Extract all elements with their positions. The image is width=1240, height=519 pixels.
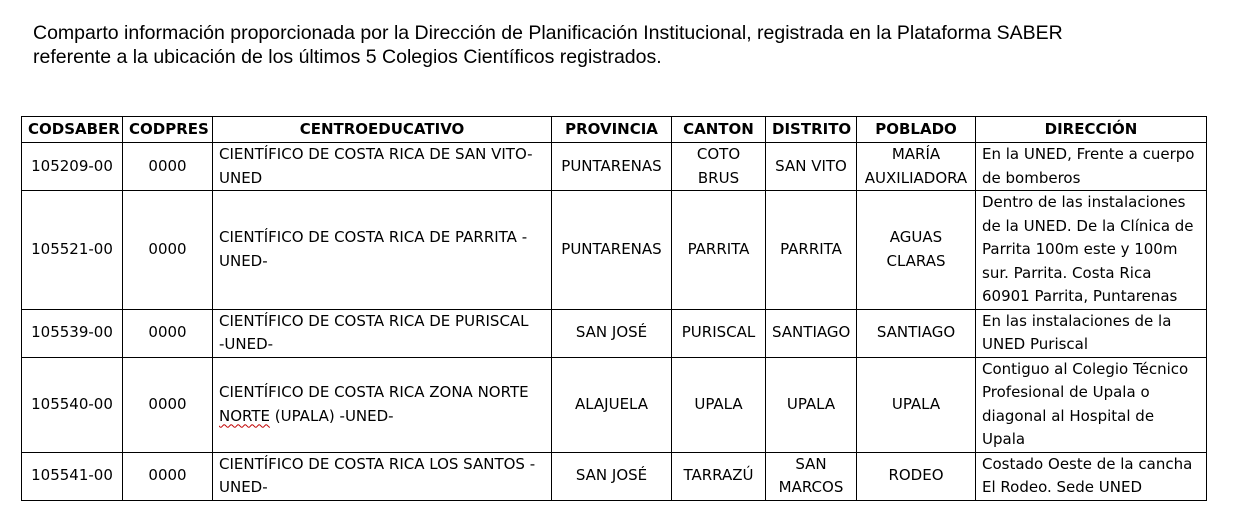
centro-line: UNED: [219, 168, 263, 187]
centro-line: CIENTÍFICO DE COSTA RICA LOS SANTOS -: [219, 454, 536, 473]
header-centroeducativo: CENTROEDUCATIVO: [213, 117, 552, 143]
cell-provincia: SAN JOSÉ: [552, 452, 672, 500]
poblado-line: AGUAS: [889, 228, 943, 247]
table-row: [22, 191, 1207, 310]
direccion-line: En la UNED, Frente a cuerpo: [982, 145, 1195, 163]
cell-codsaber: 105540-00: [22, 357, 123, 452]
distrito-line: MARCOS: [778, 478, 844, 496]
cell-direccion: [976, 191, 1207, 310]
cell-codpres: 0000: [123, 357, 213, 452]
cell-codpres: 0000: [123, 452, 213, 500]
direccion-line: Profesional de Upala o: [982, 383, 1150, 401]
header-distrito: DISTRITO: [766, 117, 857, 143]
cell-distrito: PARRITA: [766, 191, 857, 310]
cell-centro: [213, 357, 552, 452]
poblado-line: CLARAS: [886, 251, 946, 270]
direccion-line: Costado Oeste de la cancha: [982, 454, 1193, 473]
centro-line: CIENTÍFICO DE COSTA RICA DE PARRITA -: [219, 228, 528, 247]
direccion-line: de bomberos: [982, 168, 1081, 187]
cell-canton: PARRITA: [672, 191, 766, 310]
cell-distrito: [766, 452, 857, 500]
table-row: [22, 309, 1207, 357]
direccion-line: Dentro de las instalaciones: [982, 193, 1186, 211]
colegios-table: [21, 116, 1207, 501]
centro-line: UNED-: [219, 251, 268, 270]
direccion-line: Contiguo al Colegio Técnico: [982, 359, 1189, 378]
cell-direccion: [976, 309, 1207, 357]
cell-provincia: ALAJUELA: [552, 357, 672, 452]
table-row: [22, 452, 1207, 500]
header-codsaber: CODSABER: [22, 117, 123, 143]
cell-codpres: 0000: [123, 143, 213, 191]
cell-provincia: SAN JOSÉ: [552, 309, 672, 357]
centro-line: CIENTÍFICO DE COSTA RICA ZONA NORTE: [219, 383, 529, 401]
cell-codpres: 0000: [123, 309, 213, 357]
direccion-line: Upala: [982, 430, 1026, 448]
intro-line-1: Comparto información proporcionada por la Dirección de Planificación Institucional, registrada en la Plataforma SABER: [33, 22, 1063, 44]
cell-poblado: [857, 191, 976, 310]
cell-canton: TARRAZÚ: [672, 452, 766, 500]
cell-poblado: UPALA: [857, 357, 976, 452]
canton-line: BRUS: [697, 168, 740, 187]
header-provincia: PROVINCIA: [552, 117, 672, 143]
cell-centro: [213, 191, 552, 310]
direccion-line: diagonal al Hospital de: [982, 406, 1155, 425]
cell-distrito: SANTIAGO: [766, 309, 857, 357]
centro-line: (UPALA) -UNED-: [270, 406, 394, 425]
distrito-line: SAN: [795, 454, 827, 473]
table-row: [22, 143, 1207, 191]
direccion-line: 60901 Parrita, Puntarenas: [982, 287, 1178, 305]
header-canton: CANTON: [672, 117, 766, 143]
cell-distrito: SAN VITO: [766, 143, 857, 191]
cell-provincia: PUNTARENAS: [552, 143, 672, 191]
canton-line: COTO: [696, 145, 741, 163]
table-header-row: [22, 117, 1207, 143]
direccion-line: sur. Parrita. Costa Rica: [982, 263, 1152, 282]
cell-centro: [213, 143, 552, 191]
cell-poblado: SANTIAGO: [857, 309, 976, 357]
centro-line: UNED-: [219, 478, 268, 496]
poblado-line: MARÍA: [891, 145, 941, 163]
direccion-line: de la UNED. De la Clínica de: [982, 216, 1194, 235]
cell-distrito: UPALA: [766, 357, 857, 452]
cell-codsaber: 105541-00: [22, 452, 123, 500]
centro-line: -UNED-: [219, 335, 274, 353]
intro-line-2: referente a la ubicación de los últimos 5 Colegios Científicos registrados.: [33, 46, 662, 68]
cell-codsaber: 105521-00: [22, 191, 123, 310]
intro-paragraph: [33, 21, 1213, 69]
cell-codpres: 0000: [123, 191, 213, 310]
cell-canton: PURISCAL: [672, 309, 766, 357]
header-poblado: POBLADO: [857, 117, 976, 143]
table-row: [22, 357, 1207, 452]
direccion-line: En las instalaciones de la: [982, 311, 1172, 330]
header-codpres: CODPRES: [123, 117, 213, 143]
spellcheck-word: NORTE: [219, 406, 270, 425]
cell-codsaber: 105209-00: [22, 143, 123, 191]
cell-centro: [213, 452, 552, 500]
cell-direccion: [976, 143, 1207, 191]
cell-direccion: [976, 357, 1207, 452]
cell-codsaber: 105539-00: [22, 309, 123, 357]
cell-centro: [213, 309, 552, 357]
cell-direccion: [976, 452, 1207, 500]
cell-provincia: PUNTARENAS: [552, 191, 672, 310]
header-direccion: DIRECCIÓN: [976, 117, 1207, 143]
cell-poblado: RODEO: [857, 452, 976, 500]
cell-canton: UPALA: [672, 357, 766, 452]
cell-canton: [672, 143, 766, 191]
centro-line: CIENTÍFICO DE COSTA RICA DE SAN VITO-: [219, 145, 533, 163]
direccion-line: Parrita 100m este y 100m: [982, 240, 1178, 258]
cell-poblado: [857, 143, 976, 191]
poblado-line: AUXILIADORA: [864, 168, 968, 187]
direccion-line: El Rodeo. Sede UNED: [982, 478, 1143, 496]
direccion-line: UNED Puriscal: [982, 335, 1089, 353]
centro-line: CIENTÍFICO DE COSTA RICA DE PURISCAL: [219, 311, 529, 330]
